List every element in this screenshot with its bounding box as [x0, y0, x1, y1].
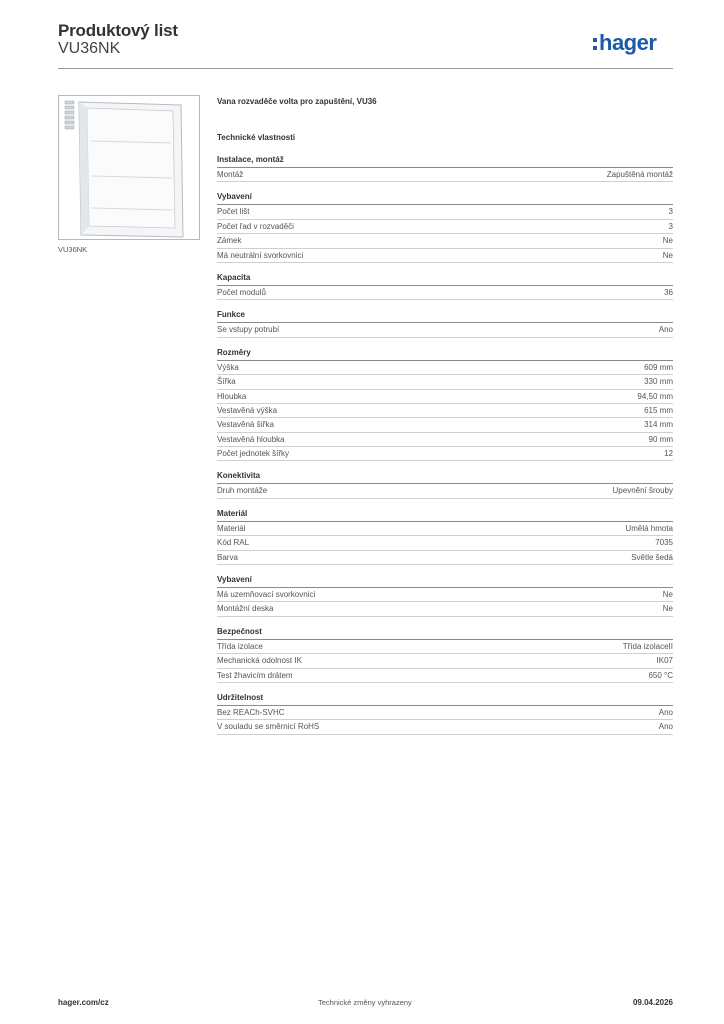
spec-label: Test žhavicím drátem	[217, 670, 293, 680]
spec-row	[217, 404, 673, 418]
spec-label: Vestavěná výška	[217, 405, 278, 415]
spec-label: Vestavěná šířka	[217, 420, 274, 430]
spec-label: Počet lišt	[217, 207, 250, 217]
spec-row	[217, 375, 673, 389]
spec-group	[217, 469, 673, 498]
spec-value: Ano	[658, 325, 673, 335]
spec-value: Ne	[662, 590, 673, 600]
spec-label: Montážní deska	[217, 604, 274, 614]
spec-group	[217, 153, 673, 182]
spec-value: Ne	[662, 236, 673, 246]
spec-label: Zámek	[217, 236, 242, 246]
spec-value: Ano	[658, 707, 673, 717]
spec-group-title: Vybavení	[217, 190, 673, 205]
spec-row	[217, 447, 673, 461]
spec-group-title: Instalace, montáž	[217, 153, 673, 168]
spec-content	[217, 95, 673, 735]
spec-label: Materiál	[217, 523, 246, 533]
spec-value: IK07	[656, 656, 673, 666]
spec-row	[217, 484, 673, 498]
spec-value: Ne	[662, 250, 673, 260]
spec-label: Montáž	[217, 170, 244, 179]
spec-value: Umělá hmota	[625, 523, 673, 533]
footer-website: hager.com/cz	[58, 998, 109, 1007]
document-title: Produktový list	[58, 21, 178, 40]
spec-value: Třída izolaceII	[622, 641, 673, 651]
spec-label: Šířka	[217, 377, 236, 387]
spec-label: Má uzemňovací svorkovnici	[217, 590, 316, 600]
spec-label: Kód RAL	[217, 538, 250, 548]
spec-row	[217, 220, 673, 234]
spec-label: Vestavěná hloubka	[217, 434, 285, 444]
spec-row	[217, 640, 673, 654]
spec-group-title: Vybavení	[217, 573, 673, 588]
spec-label: Počet řad v rozvaděči	[217, 221, 294, 231]
spec-label: Bez REACh-SVHC	[217, 707, 285, 717]
spec-value: 615 mm	[644, 405, 673, 415]
footer-date: 09.04.2026	[632, 998, 673, 1007]
spec-row	[217, 361, 673, 375]
header-divider	[58, 68, 673, 69]
product-description: Vana rozvaděče volta pro zapuštění, VU36	[217, 97, 377, 106]
spec-label: Mechanická odolnost IK	[217, 656, 302, 666]
spec-value: 314 mm	[644, 420, 673, 430]
spec-value: 330 mm	[644, 377, 673, 387]
spec-value: 609 mm	[644, 362, 673, 372]
spec-group-title: Udržitelnost	[217, 691, 673, 706]
spec-group	[217, 507, 673, 565]
spec-value: 12	[664, 449, 673, 459]
spec-group-title: Bezpečnost	[217, 625, 673, 640]
spec-value: Světle šedá	[631, 552, 673, 562]
spec-group-title: Kapacita	[217, 271, 673, 286]
spec-value: Ne	[662, 604, 673, 614]
spec-value: Ano	[658, 722, 673, 732]
spec-row	[217, 654, 673, 668]
spec-group	[217, 190, 673, 263]
spec-row	[217, 669, 673, 683]
spec-label: Druh montáže	[217, 486, 268, 496]
spec-row	[217, 418, 673, 432]
spec-row	[217, 602, 673, 616]
spec-row	[217, 286, 673, 300]
spec-row	[217, 390, 673, 404]
product-image	[58, 95, 200, 240]
logo-text: hager	[599, 30, 657, 55]
spec-group-title: Konektivita	[217, 469, 673, 484]
spec-value: 650 °C	[648, 670, 673, 680]
spec-group-title: Materiál	[217, 507, 673, 522]
spec-group	[217, 271, 673, 300]
spec-row	[217, 433, 673, 447]
spec-value: 94,50 mm	[637, 391, 673, 401]
spec-value: Zapuštěná montáž	[606, 170, 673, 179]
spec-row	[217, 536, 673, 550]
hager-logo	[592, 29, 674, 57]
spec-row	[217, 323, 673, 337]
spec-row	[217, 720, 673, 734]
spec-label: Se vstupy potrubí	[217, 325, 280, 335]
spec-label: V souladu se směrnicí RoHS	[217, 722, 320, 732]
spec-row	[217, 249, 673, 263]
spec-value: 3	[668, 207, 673, 217]
spec-label: Hloubka	[217, 391, 247, 401]
spec-label: Výška	[217, 362, 239, 372]
spec-group-title: Rozměry	[217, 346, 673, 361]
spec-group	[217, 691, 673, 735]
spec-group-title: Funkce	[217, 308, 673, 323]
spec-groups	[217, 153, 673, 735]
spec-row	[217, 588, 673, 602]
spec-value: 90 mm	[648, 434, 673, 444]
spec-row	[217, 551, 673, 565]
spec-row	[217, 234, 673, 248]
spec-group	[217, 308, 673, 337]
spec-label: Třída izolace	[217, 641, 263, 651]
spec-label: Počet jednotek šířky	[217, 449, 290, 459]
spec-group	[217, 573, 673, 617]
enclosure-illustration	[59, 96, 199, 239]
spec-row	[217, 706, 673, 720]
spec-group	[217, 625, 673, 683]
spec-row	[217, 205, 673, 219]
spec-value: 36	[664, 287, 673, 297]
footer-notice: Technické změny vyhrazeny	[318, 998, 412, 1007]
spec-value: 7035	[655, 538, 673, 548]
product-code: VU36NK	[58, 40, 121, 57]
spec-group	[217, 346, 673, 462]
spec-row	[217, 168, 673, 182]
product-image-caption: VU36NK	[58, 245, 88, 254]
spec-label: Počet modulů	[217, 287, 266, 297]
spec-value: 3	[668, 221, 673, 231]
spec-label: Barva	[217, 552, 238, 562]
spec-row	[217, 522, 673, 536]
spec-label: Má neutrální svorkovnici	[217, 250, 304, 260]
technical-properties-heading: Technické vlastnosti	[217, 133, 296, 142]
spec-value: Upevnění šrouby	[612, 486, 673, 496]
